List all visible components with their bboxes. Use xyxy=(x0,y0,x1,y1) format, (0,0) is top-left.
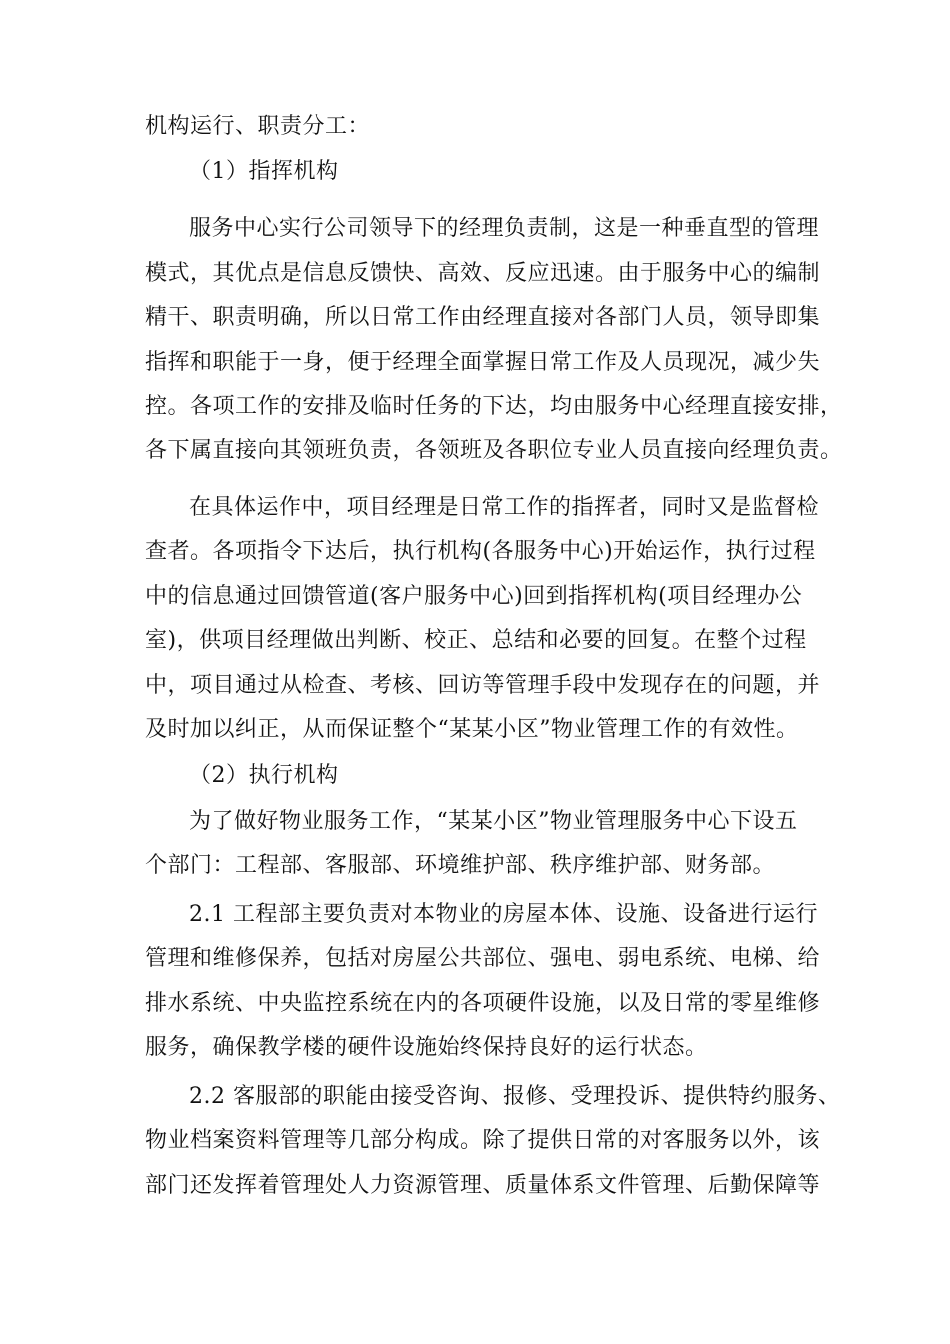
paragraph-line: 查者。各项指令下达后，执行机构(各服务中心)开始运作，执行过程 xyxy=(145,539,816,564)
paragraph-line: 室)，供项目经理做出判断、校正、总结和必要的回复。在整个过程 xyxy=(145,628,807,653)
paragraph-line: 及时加以纠正，从而保证整个“某某小区”物业管理工作的有效性。 xyxy=(145,717,799,742)
section-heading-organization: 机构运行、职责分工： xyxy=(145,114,371,139)
paragraph-line: 2.2 客服部的职能由接受咨询、报修、受理投诉、提供特约服务、 xyxy=(189,1084,841,1109)
paragraph-line: 服务，确保教学楼的硬件设施始终保持良好的运行状态。 xyxy=(145,1035,708,1060)
paragraph-line: 指挥和职能于一身，便于经理全面掌握日常工作及人员现况，减少失 xyxy=(145,350,821,375)
paragraph-line: 部门还发挥着管理处人力资源管理、质量体系文件管理、后勤保障等 xyxy=(145,1173,821,1198)
paragraph-line: 中的信息通过回馈管道(客户服务中心)回到指挥机构(项目经理办公 xyxy=(145,584,803,609)
paragraph-line: 为了做好物业服务工作，“某某小区”物业管理服务中心下设五 xyxy=(189,809,798,834)
paragraph-line: 个部门：工程部、客服部、环境维护部、秩序维护部、财务部。 xyxy=(145,853,776,878)
paragraph-line: 管理和维修保养，包括对房屋公共部位、强电、弱电系统、电梯、给 xyxy=(145,946,821,971)
paragraph-line: 各下属直接向其领班负责，各领班及各职位专业人员直接向经理负责。 xyxy=(145,438,843,463)
paragraph-line: 排水系统、中央监控系统在内的各项硬件设施，以及日常的零星维修 xyxy=(145,991,821,1016)
paragraph-line: 服务中心实行公司领导下的经理负责制，这是一种垂直型的管理 xyxy=(189,216,820,241)
paragraph-line: 控。各项工作的安排及临时任务的下达，均由服务中心经理直接安排， xyxy=(145,394,843,419)
paragraph-line: 物业档案资料管理等几部分构成。除了提供日常的对客服务以外，该 xyxy=(145,1128,821,1153)
subheading-execution-structure: （2）执行机构 xyxy=(189,763,339,788)
subheading-command-structure: （1）指挥机构 xyxy=(189,159,339,184)
paragraph-line: 中，项目通过从检查、考核、回访等管理手段中发现存在的问题，并 xyxy=(145,673,821,698)
paragraph-line: 模式，其优点是信息反馈快、高效、反应迅速。由于服务中心的编制 xyxy=(145,261,821,286)
paragraph-line: 在具体运作中，项目经理是日常工作的指挥者，同时又是监督检 xyxy=(189,495,820,520)
paragraph-line: 2.1 工程部主要负责对本物业的房屋本体、设施、设备进行运行 xyxy=(189,902,818,927)
paragraph-line: 精干、职责明确，所以日常工作由经理直接对各部门人员，领导即集 xyxy=(145,305,821,330)
